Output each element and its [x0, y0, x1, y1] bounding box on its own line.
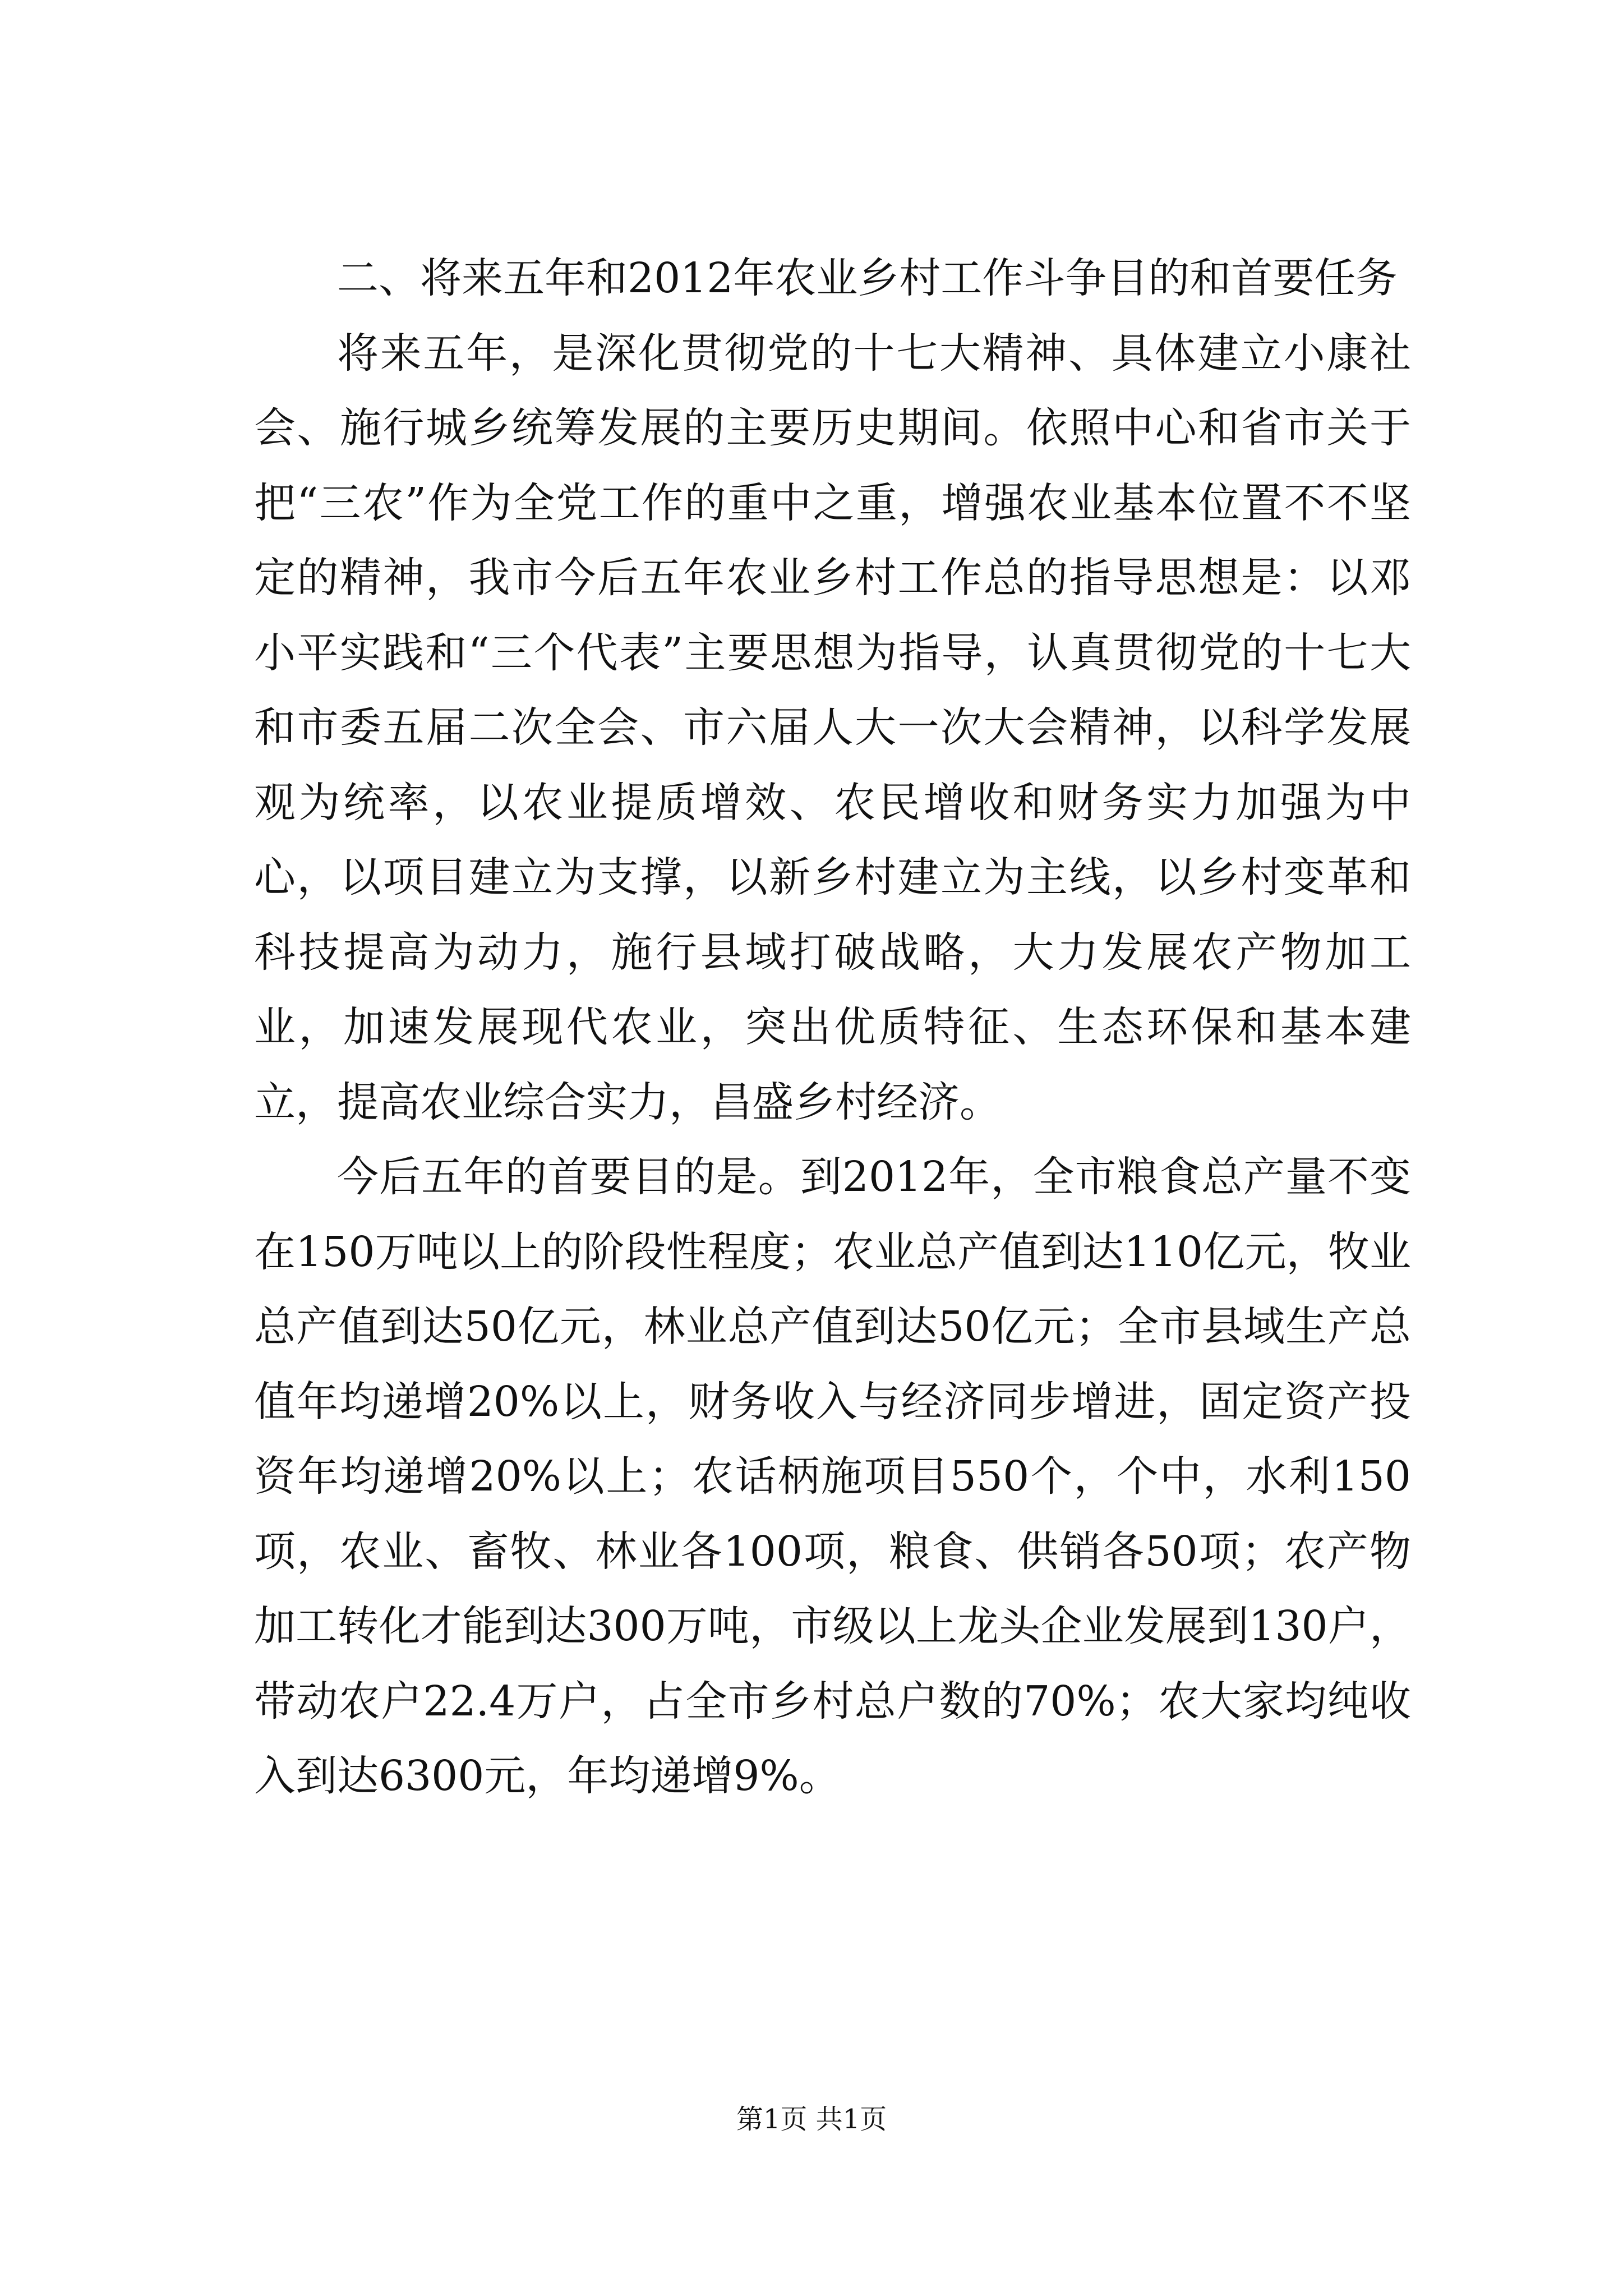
document-body: [254, 241, 1411, 1814]
paragraph-main-goals: 今后五年的首要目的是。到2012年，全市粮食总产量不变在150万吨以上的阶段性程度；农业总产值到达110亿元，牧业总产值到达50亿元，林业总产值到达50亿元；全市县域生产总值年均递增20%以上，财务收入与经济同步增进，固定资产投资年均递增20%以上；农话柄施项目550个，个中，水利150项，农业、畜牧、林业各100项，粮食、供销各50项；农产物加工转化才能到达300万吨，市级以上龙头企业发展到130户，带动农户22.4万户，占全市乡村总户数的70%；农大家均纯收入到达6300元，年均递增9%。: [254, 1153, 1411, 1800]
paragraph-guiding-thought: 将来五年，是深化贯彻党的十七大精神、具体建立小康社会、施行城乡统筹发展的主要历史期间。依照中心和省市关于把“三农”作为全党工作的重中之重，增强农业基本位置不不坚定的精神，我市今后五年农业乡村工作总的指导思想是：以邓小平实践和“三个代表”主要思想为指导，认真贯彻党的十七大和市委五届二次全会、市六届人大一次大会精神，以科学发展观为统率，以农业提质增效、农民增收和财务实力加强为中心，以项目建立为支撑，以新乡村建立为主线，以乡村变革和科技提高为动力，施行县域打破战略，大力发展农产物加工业，加速发展现代农业，突出优质特征、生态环保和基本建立，提高农业综合实力，昌盛乡村经济。: [254, 329, 1411, 1126]
section-heading: 二、将来五年和2012年农业乡村工作斗争目的和首要任务: [337, 254, 1398, 302]
page-footer: 第1页 共1页: [736, 2104, 887, 2135]
